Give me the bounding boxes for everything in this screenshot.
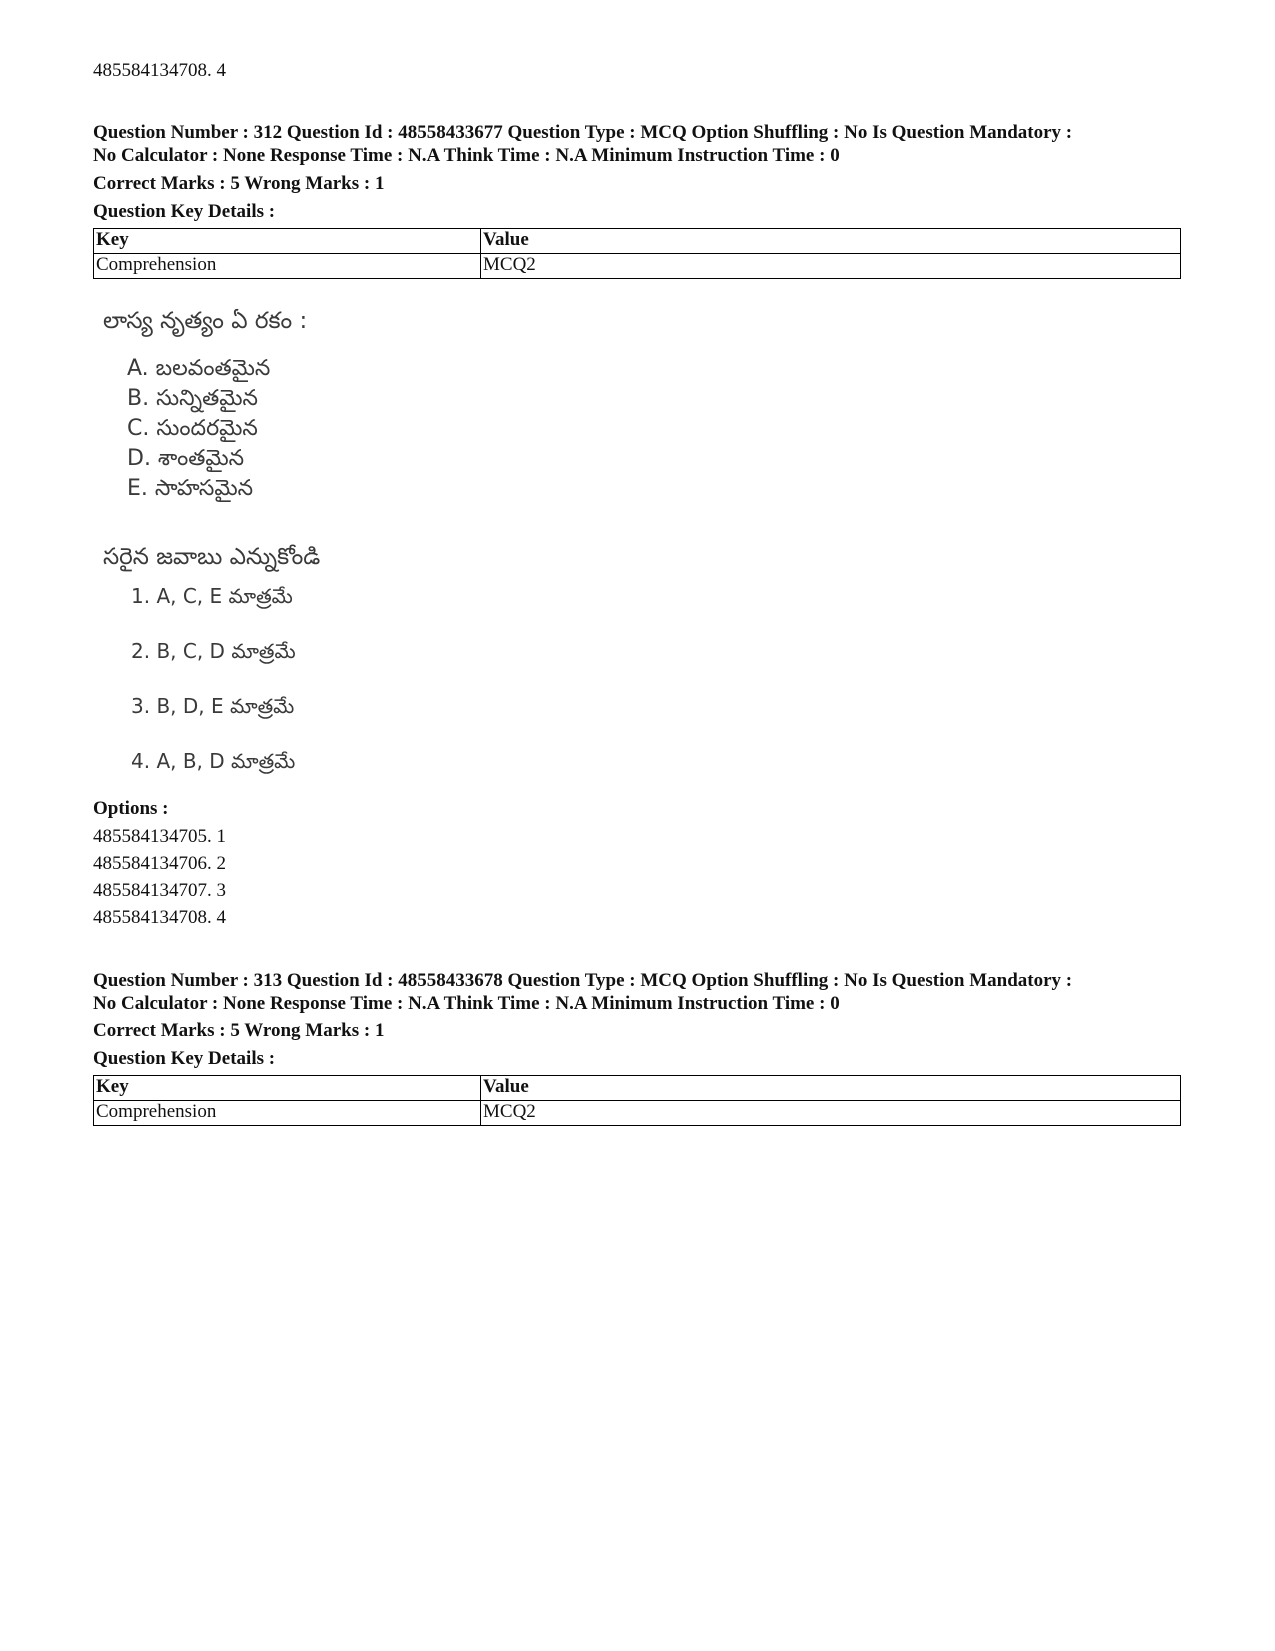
- statement-e: E. సాహసమైన: [127, 476, 254, 501]
- q313-key-table: [93, 1075, 1181, 1126]
- question-instruction: సరైన జవాబు ఎన్నుకోండి: [103, 544, 321, 570]
- option-item: 485584134708. 4: [93, 907, 226, 928]
- statement-b: B. సున్నితమైన: [127, 386, 258, 411]
- value-header: Value: [481, 229, 1181, 254]
- q313-key-details-label: Question Key Details :: [93, 1048, 276, 1069]
- choice-3: 3. B, D, E మాత్రమే: [131, 694, 295, 718]
- key-header: Key: [94, 1076, 481, 1101]
- table-header-row: [94, 1076, 1181, 1101]
- previous-option-fragment: 485584134708. 4: [93, 60, 226, 81]
- option-item: 485584134706. 2: [93, 853, 226, 874]
- value-header: Value: [481, 1076, 1181, 1101]
- q313-meta-line2: No Calculator : None Response Time : N.A Think Time : N.A Minimum Instruction Time : 0: [93, 993, 840, 1014]
- value-cell: MCQ2: [481, 254, 1181, 279]
- q313-meta-line1: Question Number : 313 Question Id : 48558433678 Question Type : MCQ Option Shuffling : No Is Question Mandatory :: [93, 970, 1073, 991]
- choice-2: 2. B, C, D మాత్రమే: [131, 639, 296, 663]
- choice-1: 1. A, C, E మాత్రమే: [131, 584, 293, 608]
- question-image: [103, 308, 403, 808]
- choice-4: 4. A, B, D మాత్రమే: [131, 749, 296, 773]
- statement-c: C. సుందరమైన: [127, 416, 258, 441]
- key-header: Key: [94, 229, 481, 254]
- q312-key-table: [93, 228, 1181, 279]
- q313-marks: Correct Marks : 5 Wrong Marks : 1: [93, 1020, 385, 1041]
- q312-meta-line1: Question Number : 312 Question Id : 48558433677 Question Type : MCQ Option Shuffling : No Is Question Mandatory :: [93, 122, 1073, 143]
- value-cell: MCQ2: [481, 1101, 1181, 1126]
- q312-meta-line2: No Calculator : None Response Time : N.A Think Time : N.A Minimum Instruction Time : 0: [93, 145, 840, 166]
- statement-d: D. శాంతమైన: [127, 446, 245, 471]
- option-item: 485584134705. 1: [93, 826, 226, 847]
- q312-marks: Correct Marks : 5 Wrong Marks : 1: [93, 173, 385, 194]
- table-row: [94, 1101, 1181, 1126]
- table-header-row: [94, 229, 1181, 254]
- question-stem: లాస్య నృత్యం ఏ రకం :: [103, 308, 308, 334]
- option-item: 485584134707. 3: [93, 880, 226, 901]
- q312-key-details-label: Question Key Details :: [93, 201, 276, 222]
- q312-options-label: Options :: [93, 798, 169, 819]
- key-cell: Comprehension: [94, 254, 481, 279]
- statement-a: A. బలవంతమైన: [127, 356, 271, 381]
- table-row: [94, 254, 1181, 279]
- key-cell: Comprehension: [94, 1101, 481, 1126]
